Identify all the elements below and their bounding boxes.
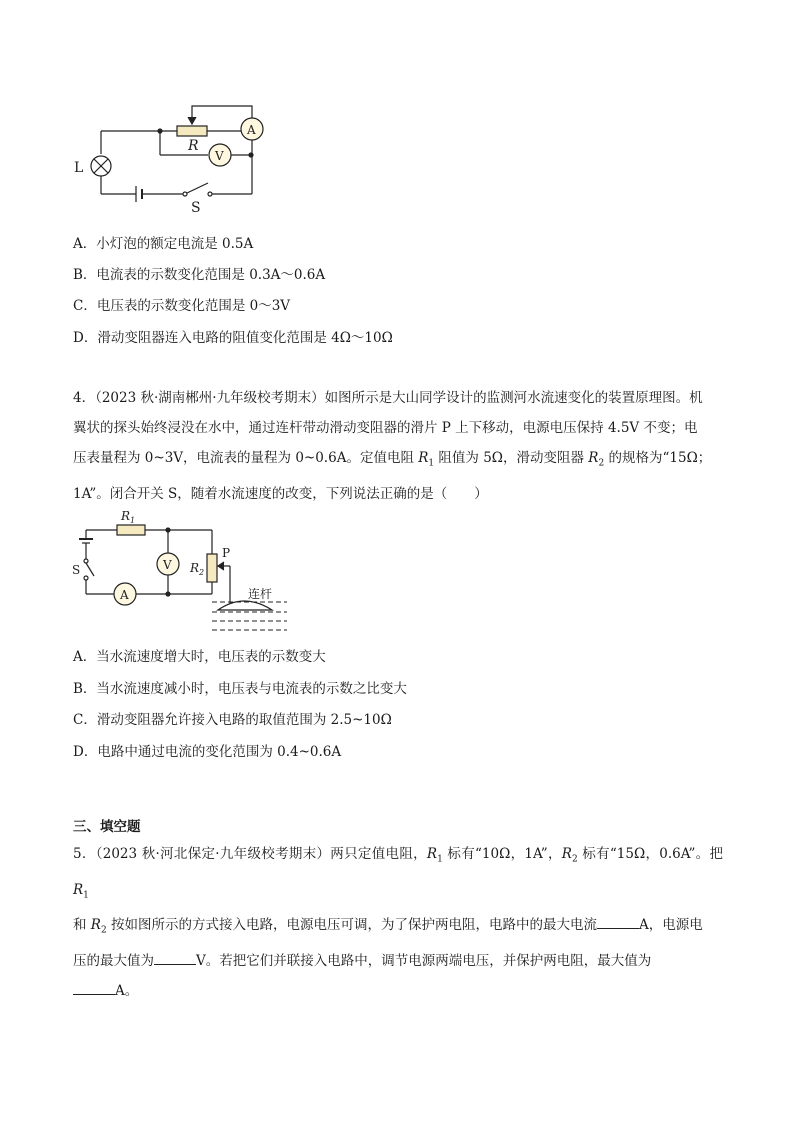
q3-option-a: A．小灯泡的额定电流是 0.5A <box>73 236 254 252</box>
q5-line-1: 5．（2023 秋·河北保定·九年级校考期末）两只定值电阻，$R_1$ 标有“10Ω，1A”，$R_2$ 标有“15Ω，0.6A”。把 $R_1$ <box>73 846 723 901</box>
q4-line-4: 1A”。闭合开关 S，随着水流速度的改变，下列说法正确的是（ ） <box>73 485 488 502</box>
q4-circuit-diagram <box>72 506 302 636</box>
q3-label-S: S <box>191 200 201 216</box>
q3-option-d: D．滑动变阻器连入电路的阻值变化范围是 4Ω～10Ω <box>73 330 393 346</box>
answer-blank-1[interactable] <box>597 916 639 929</box>
q4-option-a: A．当水流速度增大时，电压表的示数变大 <box>73 649 326 665</box>
q4-option-b: B．当水流速度减小时，电压表与电流表的示数之比变大 <box>73 681 407 697</box>
answer-blank-2[interactable] <box>154 952 196 965</box>
q3-option-b: B．电流表的示数变化范围是 0.3A～0.6A <box>73 267 326 283</box>
q3-option-c: C．电压表的示数变化范围是 0～3V <box>73 298 291 314</box>
q4-label-P: P <box>222 546 231 560</box>
q4-line-1: 4．（2023 秋·湖南郴州·九年级校考期末）如图所示是大山同学设计的监测河水流速变化的装置原理图。机 <box>73 390 703 406</box>
q4-option-c: C．滑动变阻器允许接入电路的取值范围为 2.5~10Ω <box>73 712 392 728</box>
q3-label-L: L <box>74 160 84 176</box>
q5-stem <box>73 839 723 1006</box>
q5-line-2: 和 $R_2$ 按如图所示的方式接入电路，电源电压可调，为了保护两电阻，电路中的最大电流 A，电源电 <box>73 917 703 937</box>
q4-label-A: A <box>120 588 129 602</box>
q3-label-V: V <box>215 149 224 163</box>
q4-option-d: D．电路中通过电流的变化范围为 0.4~0.6A <box>73 744 342 760</box>
section-title: 三、填空题 <box>73 819 141 835</box>
q4-label-S: S <box>72 563 81 577</box>
q4-label-R2: $R_2$ <box>190 561 205 577</box>
q3-label-A: A <box>247 123 256 137</box>
q3-label-R: R <box>188 138 199 154</box>
q4-stem <box>73 383 723 509</box>
q4-line-3: 压表量程为 0~3V，电流表的量程为 0~0.6A。定值电阻 $R_1$ 阻值为 5Ω，滑动变阻器 $R_2$ 的规格为“15Ω； <box>73 450 712 469</box>
q4-label-V: V <box>163 558 172 572</box>
q4-label-R1: $R_1$ <box>121 509 136 525</box>
q4-line-2: 翼状的探头始终浸没在水中，通过连杆带动滑动变阻器的滑片 P 上下移动，电源电压保持 4.5V 不变；电 <box>73 420 698 436</box>
q4-label-rod: 连杆 <box>248 587 273 601</box>
answer-blank-3[interactable] <box>73 982 115 995</box>
q5-line-4: A。 <box>73 976 723 1006</box>
q5-line-3: 压的最大值为 V。若把它们并联接入电路中，调节电源两端电压，并保护两电阻，最大值为 <box>73 953 652 970</box>
q3-circuit-diagram <box>68 98 308 218</box>
